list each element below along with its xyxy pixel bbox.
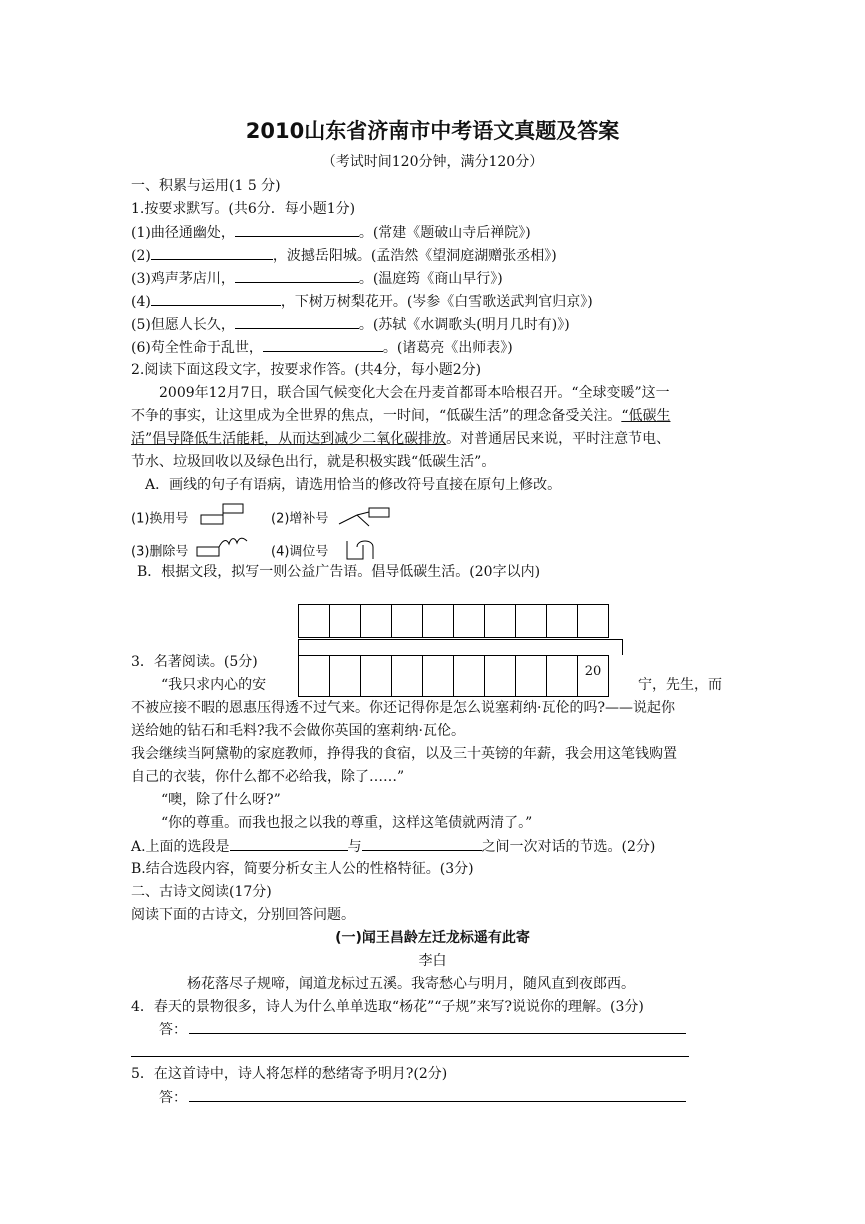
q5-answer-line[interactable] (189, 1101, 686, 1102)
passage-line: 节水、垃圾回收以及绿色出行，就是积极实践“低碳生活”。 (131, 454, 496, 470)
poem-text: 杨花落尽子规啼，闻道龙标过五溪。我寄愁心与明月，随风直到夜郎西。 (187, 976, 635, 992)
q2-part-a: A．画线的句子有语病，请选用恰当的修改符号直接在原句上修改。 (145, 477, 562, 493)
q5-heading: 5．在这首诗中，诗人将怎样的愁绪寄予明月?(2分) (131, 1066, 448, 1082)
q3-part-a: A.上面的选段是 与 之间一次对话的节选。(2分) (131, 836, 655, 857)
grid-divider (298, 639, 623, 640)
quote-line: “噢，除了什么呀?” (161, 792, 281, 808)
q4-answer-line[interactable] (131, 1056, 689, 1057)
section-2-heading: 二、古诗文阅读(17分) (131, 884, 272, 900)
q4-answer-label: 答： (159, 1022, 187, 1038)
answer-grid-row-2[interactable] (298, 655, 609, 697)
underlined-sentence: 活”倡导降低生活能耗，从而达到减少二氧化碳排放 (131, 431, 447, 447)
q1-line-2: (2) ，波撼岳阳城。(孟浩然《望洞庭湖赠张丞相》) (131, 245, 557, 266)
q5-answer-label: 答： (159, 1090, 187, 1106)
transpose-mark-icon (343, 537, 387, 563)
q4-answer-line[interactable] (189, 1033, 686, 1034)
symbol-delete: (3)删除号 (131, 539, 251, 565)
fill-blank[interactable] (362, 836, 482, 851)
exam-info: （考试时间120分钟，满分120分） (321, 154, 544, 170)
q2-heading: 2.阅读下面这段文字，按要求作答。(共4分，每小题2分) (131, 362, 482, 378)
poem-author: 李白 (418, 953, 447, 969)
q1-line-5: (5)但愿人长久， 。(苏轼《水调歌头(明月几时有)》) (131, 314, 570, 335)
passage-line: 活”倡导降低生活能耗，从而达到减少二氧化碳排放。对普通居民来说，平时注意节电、 (131, 431, 671, 447)
fill-blank[interactable] (151, 291, 281, 306)
q1-heading: 1.按要求默写。(共6分．每小题1分) (131, 201, 356, 217)
q4-heading: 4．春天的景物很多，诗人为什么单单选取“杨花”“子规”来写?说说你的理解。(3分) (131, 999, 644, 1015)
q1-line-6: (6)苟全性命于乱世， 。(诸葛亮《出师表》) (131, 337, 513, 358)
symbol-transpose: (4)调位号 (271, 539, 387, 565)
quote-line: “你的尊重。而我也报之以我的尊重，这样这笔债就两清了。” (161, 815, 533, 831)
symbol-replace: (1)换用号 (131, 506, 249, 532)
quote-line: 宁，先生，而 (638, 677, 722, 693)
quote-line: 送给她的钻石和毛料?我不会做你英国的塞莉纳·瓦伦。 (131, 723, 465, 739)
fill-blank[interactable] (263, 337, 383, 352)
q3-heading: 3．名著阅读。(5分) (131, 654, 258, 670)
q1-line-3: (3)鸡声茅店川， 。(温庭筠《商山早行》) (131, 268, 503, 289)
passage-line: 2009年12月7日，联合国气候变化大会在丹麦首都哥本哈根召开。“全球变暖”这一 (159, 385, 670, 401)
fill-blank[interactable] (235, 268, 359, 283)
poem-title: (一)闻王昌龄左迁龙标遥有此寄 (335, 930, 530, 946)
insert-mark-icon (337, 504, 393, 530)
delete-mark-icon (195, 535, 251, 561)
section-1-heading: 一、积累与运用(1 5 分) (131, 178, 281, 194)
quote-line: “我只求内心的安 (161, 677, 267, 693)
q1-line-1: (1)曲径通幽处， 。(常建《题破山寺后禅院》) (131, 222, 531, 243)
q3-part-b: B.结合选段内容，简要分析女主人公的性格特征。(3分) (131, 861, 474, 877)
fill-blank[interactable] (235, 222, 359, 237)
q1-line-4: (4) ，下树万树梨花开。(岑参《白雪歌送武判官归京》) (131, 291, 593, 312)
symbol-insert: (2)增补号 (271, 506, 393, 532)
quote-line: 我会继续当阿黛勒的家庭教师，挣得我的食宿，以及三十英镑的年薪，我会用这笔钱购置 (131, 746, 677, 762)
replace-mark-icon (199, 502, 249, 528)
page-title: 2010山东省济南市中考语文真题及答案 (245, 119, 620, 143)
fill-blank[interactable] (230, 836, 348, 851)
fill-blank[interactable] (235, 314, 359, 329)
quote-line: 不被应接不暇的恩惠压得透不过气来。你还记得你是怎么说塞莉纳·瓦伦的吗?——说起你 (131, 700, 675, 716)
fill-blank[interactable] (151, 245, 273, 260)
answer-grid-row-1[interactable] (298, 604, 609, 638)
section-2-intro: 阅读下面的古诗文，分别回答问题。 (131, 907, 355, 923)
underlined-sentence: “低碳生 (621, 408, 671, 424)
passage-line: 不争的事实，让这里成为全世界的焦点，一时间，“低碳生活”的理念备受关注。“低碳生 (131, 408, 671, 424)
q2-part-b: B．根据文段，拟写一则公益广告语。倡导低碳生活。(20字以内) (137, 564, 541, 580)
quote-line: 自己的衣装，你什么都不必给我，除了……” (131, 769, 405, 785)
grid-count: 20 (578, 656, 609, 697)
